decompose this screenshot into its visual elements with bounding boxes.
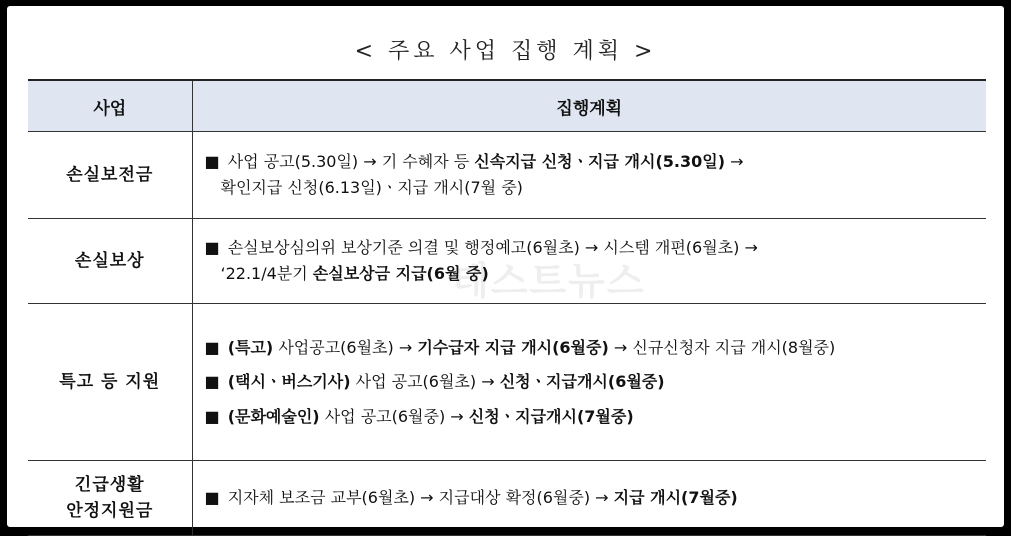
execution-plan-table — [28, 79, 986, 536]
row-name-line: 긴급생활 — [74, 474, 145, 495]
plan-line — [205, 149, 981, 175]
plan-line — [205, 175, 981, 201]
table-title: < 주요 사업 집행 계획 > — [354, 39, 657, 64]
plan-line — [205, 235, 981, 261]
row-plan — [192, 461, 986, 536]
row-name: 특고 등 지원 — [28, 304, 192, 461]
plan-text: 확인지급 신청(6.13일)ㆍ지급 개시(7월 중) — [220, 178, 523, 197]
bullet-square-icon: ■ — [204, 488, 225, 508]
row-name: 손실보상 — [28, 219, 192, 304]
plan-text: 지자체 보조금 교부(6월초) → 지급대상 확정(6월중) → — [227, 488, 614, 508]
plan-text-bold: (특고) — [227, 337, 274, 357]
plan-text-bold: 신청ㆍ지급개시(6월중) — [499, 372, 665, 392]
plan-line — [205, 485, 981, 511]
plan-text-bold: 손실보상금 지급(6월 중) — [312, 264, 489, 283]
plan-text: 사업 공고(6월중) → — [319, 406, 469, 426]
watermark: 테스트뉴스 — [452, 259, 646, 303]
table-header-row — [28, 80, 986, 132]
row-plan — [192, 219, 986, 304]
table-row — [28, 132, 986, 219]
table-row — [28, 219, 986, 304]
plan-text-bold: 지급 개시(7월중) — [613, 488, 738, 508]
header-business: 사업 — [28, 80, 192, 132]
bullet-square-icon: ■ — [204, 337, 225, 357]
plan-text: 사업 공고(5.30일) → 기 수혜자 등 — [227, 152, 475, 172]
row-plan — [192, 304, 986, 461]
bullet-square-icon: ■ — [204, 152, 225, 172]
plan-text-bold: (택시ㆍ버스기사) — [227, 372, 351, 392]
plan-line — [205, 369, 981, 395]
bullet-square-icon: ■ — [204, 238, 225, 258]
header-plan: 집행계획 — [192, 80, 986, 132]
plan-line — [205, 335, 981, 361]
plan-line — [205, 404, 981, 430]
table-row — [28, 461, 986, 536]
row-name: 손실보전금 — [28, 132, 192, 219]
bullet-square-icon: ■ — [204, 372, 225, 392]
plan-text-bold: 신속지급 신청ㆍ지급 개시(5.30일) — [474, 152, 726, 172]
row-name — [28, 461, 192, 536]
plan-text: 손실보상심의위 보상기준 의결 및 행정예고(6월초) → 시스템 개편(6월초) → — [227, 238, 758, 258]
plan-text: 사업공고(6월초) → — [273, 337, 418, 357]
row-plan — [192, 132, 986, 219]
plan-line — [205, 261, 981, 287]
table-row — [28, 304, 986, 461]
plan-text: → 신규신청자 지급 개시(8월중) — [608, 337, 836, 357]
bullet-square-icon: ■ — [204, 406, 225, 426]
plan-text: → — [725, 152, 744, 172]
plan-text: 사업 공고(6월초) → — [350, 372, 500, 392]
document-frame — [7, 6, 1004, 527]
plan-text-bold: (문화예술인) — [227, 406, 320, 426]
plan-text-bold: 신청ㆍ지급개시(7월중) — [468, 406, 634, 426]
plan-text-bold: 기수급자 지급 개시(6월중) — [417, 337, 609, 357]
row-name-line: 안정지원금 — [66, 501, 154, 521]
plan-text: ‘22.1/4분기 — [220, 264, 313, 283]
